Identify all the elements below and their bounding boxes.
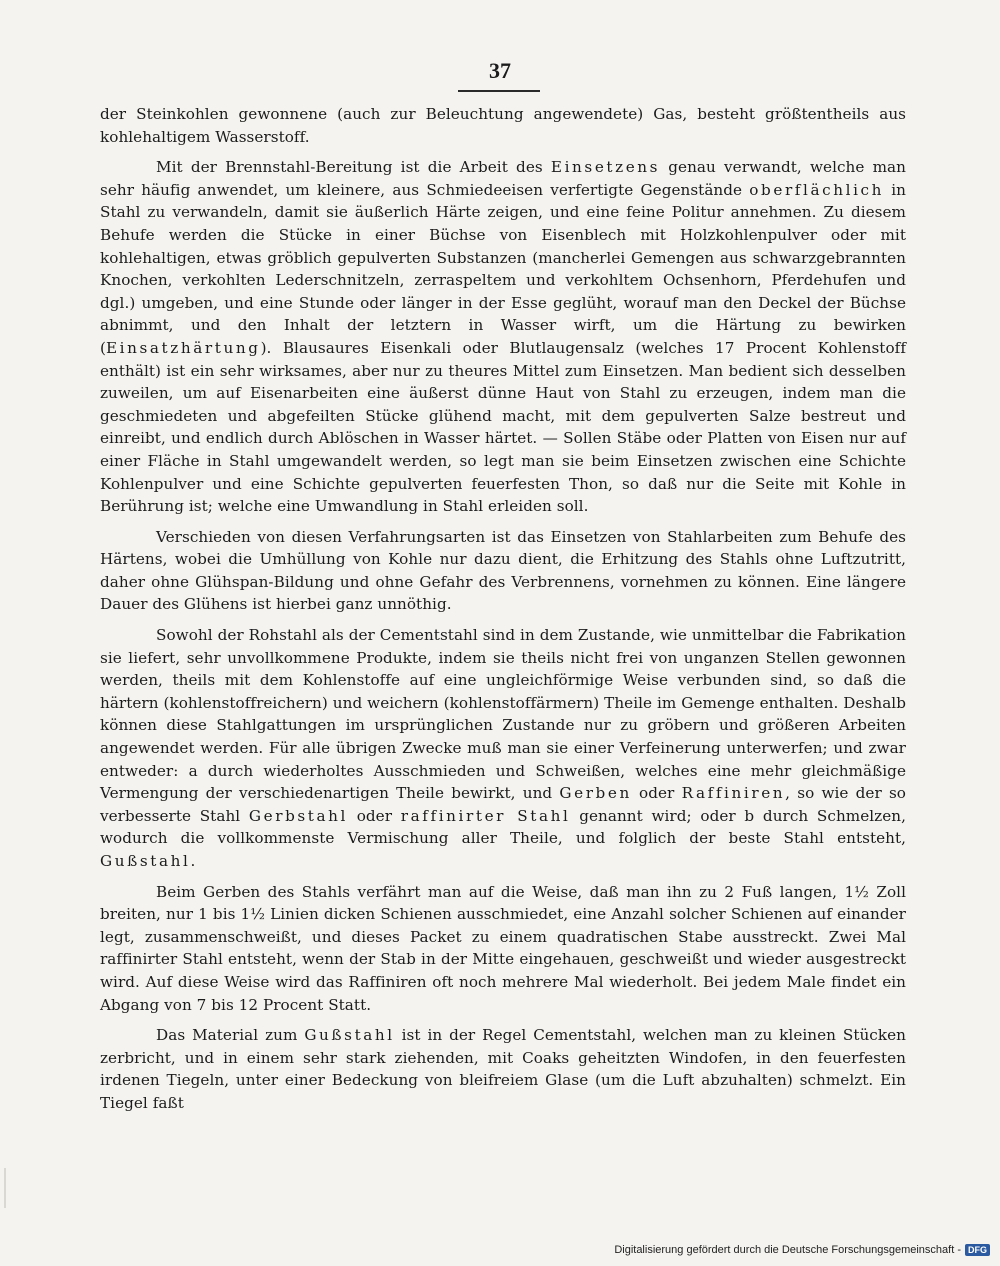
emphasized-term: Einsatzhärtung — [105, 338, 261, 357]
paragraph — [100, 103, 906, 148]
page-number: 37 — [489, 58, 511, 83]
text-run: , so wie der so verbesserte Stahl — [100, 784, 906, 825]
text-run: Verschieden von diesen Verfahrungsarten ist das Einsetzen von Stahlarbeiten zum Behufe des Härtens, wobei die Umhüllung von Kohle nur dazu dient, die Erhitzung des Stahls ohne Luftzutritt, daher ohne Glühspan-Bildung und ohne Gefahr des Verbrennens, vornehmen zu können. Eine längere Dauer des Glühens ist hierbei ganz unnöthig. — [100, 527, 906, 614]
paragraph — [100, 1024, 906, 1114]
emphasized-term: oberflächlich — [749, 180, 885, 199]
paragraph — [100, 881, 906, 1017]
text-run: genau verwandt, welche man sehr häufig anwendet, um kleinere, aus Schmiedeeisen verfertigte Gegenstände — [100, 158, 906, 199]
body-text — [100, 103, 906, 1115]
footer-text: Digitalisierung gefördert durch die Deutsche Forschungsgemeinschaft - — [614, 1244, 961, 1256]
emphasized-term: Gußstahl — [304, 1026, 395, 1045]
text-run: oder — [348, 806, 401, 825]
emphasized-term: Gußstahl — [100, 852, 191, 870]
text-run: Sowohl der Rohstahl als der Cementstahl sind in dem Zustande, wie unmittelbar die Fabrikation sie liefert, sehr unvollkommene Produkte, indem sie theils nicht frei von unganzen Stellen gewonnen werden, theils mit dem Kohlenstoffe auf eine ungleichförmige Weise verbunden sind, so daß die härtern (kohlenstoffreichern) und weichern (kohlenstoffärmern) Theile im Gemenge enthalten. Deshalb können diese Stahlgattungen im ursprünglichen Zustande nur zu gröbern und größeren Arbeiten angewendet werden. Für alle übrigen Zwecke muß man sie einer Verfeinerung unterwerfen; und zwar entweder: a durch wiederholtes Ausschmieden und Schweißen, welches eine mehr gleichmäßige Vermengung der verschiedenartigen Theile bewirkt, und — [100, 626, 906, 803]
text-run: . — [190, 852, 196, 870]
digitization-footer — [614, 1242, 990, 1258]
paragraph — [100, 526, 906, 616]
text-run: Beim Gerben des Stahls verfährt man auf die Weise, daß man ihn zu 2 Fuß langen, 1½ Zoll breiten, nur 1 bis 1½ Linien dicken Schienen ausschmiedet, eine Anzahl solcher Schienen auf einander legt, zusammenschweißt, und dieses Packet zu einem quadratischen Stabe ausstreckt. Zwei Mal raffinirter Stahl entsteht, wenn der Stab in der Mitte eingehauen, geschweißt und wieder ausgestreckt wird. Auf diese Weise wird das Raffiniren oft noch mehrere Mal wiederholt. Bei jedem Male findet ein Abgang von 7 bis 12 Procent Statt. — [100, 882, 906, 1014]
text-run: der Steinkohlen gewonnene (auch zur Beleuchtung angewendete) Gas, besteht größtentheils aus kohlehaltigem Wasserstoff. — [100, 105, 906, 146]
scan-edge-mark — [4, 1168, 6, 1208]
dfg-logo-icon: DFG — [965, 1244, 990, 1256]
text-run: genannt wird; oder b durch Schmelzen, wodurch die vollkommenste Vermischung aller Theile, und folglich der beste Stahl entsteht, — [100, 806, 906, 848]
text-run: Mit der Brennstahl-Bereitung ist die Arbeit des — [156, 158, 551, 177]
emphasized-term: Einsetzens — [550, 158, 661, 177]
text-run: ). Blausaures Eisenkali oder Blutlaugensalz (welches 17 Procent Kohlenstoff enthält) ist ein sehr wirksames, aber nur zu theures Mittel zum Einsetzen. Man bedient sich desselben zuweilen, um auf Eisenarbeiten eine äußerst dünne Haut von Stahl zu erzeugen, indem man die geschmiedeten und abgefeilten Stücke glühend macht, mit dem gepulverten Salze bestreut und einreibt, und endlich durch Ablöschen in Wasser härtet. — Sollen Stäbe oder Platten von Eisen nur auf einer Fläche in Stahl umgewandelt werden, so legt man sie beim Einsetzen zwischen eine Schichte Kohlenpulver und eine Schichte gepulverten feuerfesten Thon, so daß nur die Seite mit Kohle in Berührung ist; welche eine Umwandlung in Stahl erleiden soll. — [100, 338, 906, 516]
text-run: oder — [631, 784, 682, 803]
paragraph — [100, 624, 906, 873]
emphasized-term: Gerbstahl — [248, 806, 348, 825]
text-run: in Stahl zu verwandeln, damit sie äußerlich Härte zeigen, und eine feine Politur annehmen. Zu diesem Behufe werden die Stücke in einer Büchse von Eisenblech mit Holzkohlenpulver oder mit kohlehaltigen, etwas gröblich gepulverten Substanzen (mancherlei Gemengen aus schwarzgebrannten Knochen, verkohlten Lederschnitzeln, zerraspeltem und verkohltem Ochsenhorn, Pferdehufen und dgl.) umgeben, und eine Stunde oder länger in der Esse geglüht, worauf man den Deckel der Büchse abnimmt, und den Inhalt der letztern in Wasser wirft, um die Härtung zu bewirken ( — [100, 180, 906, 357]
emphasized-term: Gerben — [559, 784, 632, 803]
emphasized-term: raffinirter Stahl — [400, 806, 571, 825]
paragraph — [100, 156, 906, 518]
text-run: ist in der Regel Cementstahl, welchen man zu kleinen Stücken zerbricht, und in einem sehr stark ziehenden, mit Coaks geheitzten Windofen, in den feuerfesten irdenen Tiegeln, unter einer Bedeckung von bleifreiem Glase (um die Luft abzuhalten) schmelzt. Ein Tiegel faßt — [100, 1026, 906, 1112]
emphasized-term: Raffiniren — [681, 784, 786, 803]
text-run: Das Material zum — [156, 1026, 305, 1045]
header-rule — [458, 90, 540, 92]
